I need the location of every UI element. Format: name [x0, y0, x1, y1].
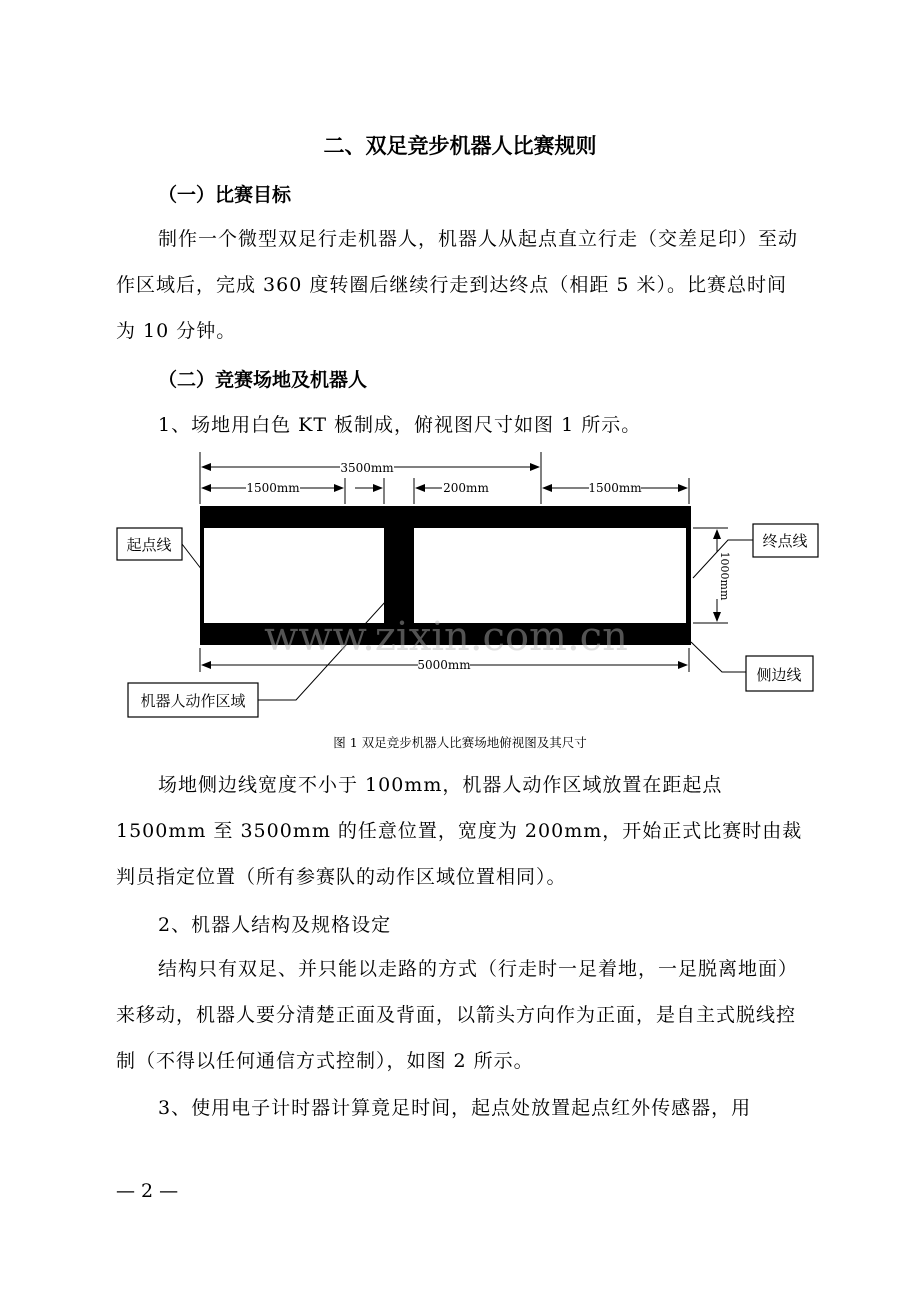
dim-200-label: 200mm — [443, 481, 489, 495]
callout-start-line — [117, 528, 202, 570]
field-diagram — [0, 440, 920, 730]
callout-finish-line — [693, 524, 818, 578]
dimension-200 — [355, 481, 489, 495]
dim-5000-label: 5000mm — [417, 658, 471, 672]
dim-1500-right-label: 1500mm — [588, 481, 642, 495]
watermark: www.zixin.com.cn — [264, 614, 628, 660]
dimension-5000 — [202, 658, 687, 672]
dim-1500-left-label: 1500mm — [246, 481, 300, 495]
section-heading-field: （二）竞赛场地及机器人 — [158, 369, 368, 391]
page-title: 二、双足竞步机器人比赛规则 — [323, 134, 597, 158]
page-number: — 2 — — [116, 1180, 179, 1202]
finish-line-label: 终点线 — [762, 532, 808, 550]
field-paragraph: 场地侧边线宽度不小于 100mm，机器人动作区域放置在距起点 1500mm 至 3500mm 的任意位置，宽度为 200mm，开始正式比赛时由裁判员指定位置（所有参赛队的动作区域位置相同）。 — [116, 774, 803, 888]
start-line-label: 起点线 — [126, 536, 172, 554]
dim-3500-label: 3500mm — [340, 461, 394, 475]
dimension-3500 — [202, 461, 539, 475]
item-2-text: 2、机器人结构及规格设定 — [158, 914, 392, 936]
item-3-text: 3、使用电子计时器计算竟足时间，起点处放置起点红外传感器，用 — [158, 1097, 752, 1119]
structure-paragraph: 结构只有双足、并只能以走路的方式（行走时一足着地，一足脱离地面）来移动，机器人要分清楚正面及背面，以箭头方向作为正面，是自主式脱线控制（不得以任何通信方式控制），如图 2 所示。 — [116, 958, 799, 1072]
dimension-1500-left — [202, 481, 343, 495]
robot-zone-label: 机器人动作区域 — [140, 692, 246, 710]
goal-paragraph: 制作一个微型双足行走机器人，机器人从起点直立行走（交差足印）至动作区域后，完成 360 度转圈后继续行走到达终点（相距 5 米）。比赛总时间为 10 分钟。 — [116, 228, 799, 342]
figure-caption: 图 1 双足竞步机器人比赛场地俯视图及其尺寸 — [333, 735, 587, 750]
item-1-text: 1、场地用白色 KT 板制成，俯视图尺寸如图 1 所示。 — [158, 414, 642, 436]
dimension-1500-right — [543, 481, 687, 495]
side-line-label: 侧边线 — [756, 666, 802, 684]
dim-1000-label: 1000mm — [718, 551, 731, 601]
section-heading-goal: （一）比赛目标 — [158, 184, 292, 206]
callout-side-line — [691, 642, 813, 691]
